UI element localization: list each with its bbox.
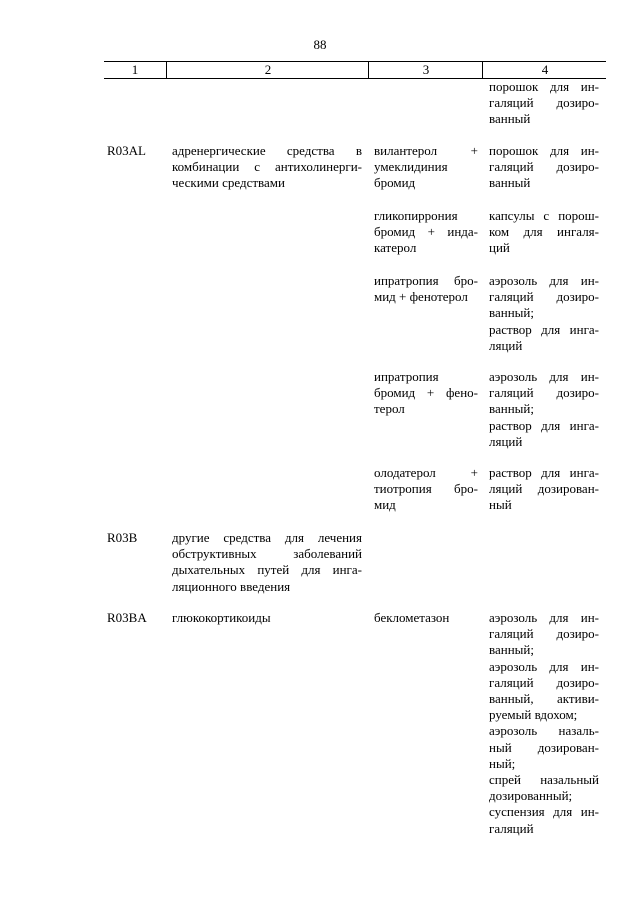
cell-line: ванный;: [489, 401, 534, 417]
form-cell: [489, 143, 599, 192]
cell-line: аэрозоль назаль-: [489, 723, 599, 739]
group-cell: [172, 610, 362, 626]
header-col-2: 2: [166, 62, 369, 78]
cell-line: порошок для ин-: [489, 79, 599, 94]
cell-line: галяций дозиро-: [489, 674, 599, 690]
cell-line: галяций дозиро-: [489, 159, 599, 175]
cell-line: ванный: [489, 175, 531, 191]
cell-line: беклометазон: [374, 610, 450, 625]
cell-line: глюкокортикоиды: [172, 610, 271, 625]
drug-cell: [374, 143, 478, 192]
cell-line: ляций: [489, 433, 523, 449]
cell-line: ляций: [489, 337, 523, 353]
cell-line: руемый вдохом;: [489, 707, 578, 723]
cell-line: ванный, активи-: [489, 691, 599, 707]
cell-line: ипратропия: [374, 369, 439, 384]
cell-line: аэрозоль для ин-: [489, 610, 599, 625]
drug-cell: [374, 369, 478, 418]
cell-line: тиотропия бро-: [374, 481, 478, 497]
cell-line: порошок для ин-: [489, 143, 599, 158]
drug-cell: [374, 465, 478, 514]
cell-line: мид + фенотерол: [374, 289, 468, 305]
drug-cell: [374, 273, 478, 305]
cell-line: галяций дозиро-: [489, 626, 599, 642]
cell-line: капсулы с порош-: [489, 208, 599, 223]
cell-line: адренергические средства в: [172, 143, 362, 158]
cell-line: другие средства для лечения: [172, 530, 362, 545]
cell-line: аэрозоль для ин-: [489, 658, 599, 674]
cell-line: гликопиррония: [374, 208, 458, 223]
cell-line: раствор для инга-: [489, 465, 599, 480]
cell-line: аэрозоль для ин-: [489, 273, 599, 288]
form-cell: [489, 369, 599, 450]
cell-line: ный: [489, 497, 512, 513]
cell-line: спрей назальный: [489, 772, 599, 788]
cell-line: ванный;: [489, 642, 534, 658]
cell-line: дыхательных путей для инга-: [172, 562, 362, 578]
code-cell: R03BA: [107, 610, 147, 625]
cell-line: ванный: [489, 111, 531, 127]
cell-line: раствор для инга-: [489, 417, 599, 433]
cell-line: мид: [374, 497, 396, 513]
cell-line: бромид + фено-: [374, 385, 478, 401]
table-header: [104, 61, 606, 79]
cell-line: ком для ингаля-: [489, 224, 599, 240]
cell-line: ный дозирован-: [489, 739, 599, 755]
cell-line: галяций дозиро-: [489, 289, 599, 305]
cell-line: терол: [374, 401, 405, 417]
cell-line: галяций: [489, 820, 534, 836]
cell-line: ций: [489, 240, 510, 256]
group-cell: [172, 143, 362, 192]
page-number: 88: [313, 37, 327, 52]
cell-line: олодатерол +: [374, 465, 478, 480]
cell-line: галяций дозиро-: [489, 385, 599, 401]
form-cell: [489, 465, 599, 514]
cell-line: ванный;: [489, 305, 534, 321]
cell-line: обструктивных заболеваний: [172, 546, 362, 562]
cell-line: бромид: [374, 175, 416, 191]
cell-line: раствор для инга-: [489, 321, 599, 337]
cell-line: ческими средствами: [172, 175, 285, 191]
cell-line: ляционного введения: [172, 578, 291, 594]
drug-cell: [374, 610, 478, 626]
cell-line: ипратропия бро-: [374, 273, 478, 288]
code-cell: R03B: [107, 530, 138, 545]
cell-line: галяций дозиро-: [489, 95, 599, 111]
cell-line: вилантерол +: [374, 143, 478, 158]
form-cell: [489, 273, 599, 354]
form-cell: [489, 610, 599, 837]
cell-line: комбинации с антихолинерги-: [172, 159, 362, 175]
cell-line: дозированный;: [489, 788, 573, 804]
form-cell: [489, 79, 599, 128]
header-col-1: 1: [131, 62, 139, 77]
cell-line: суспензия для ин-: [489, 804, 599, 820]
cell-line: умеклидиния: [374, 159, 448, 175]
code-cell: R03AL: [107, 143, 146, 158]
cell-line: аэрозоль для ин-: [489, 369, 599, 384]
group-cell: [172, 530, 362, 595]
header-col-3: 3: [368, 62, 483, 78]
form-cell: [489, 208, 599, 257]
cell-line: ляций дозирован-: [489, 481, 599, 497]
header-col-4: 4: [482, 62, 607, 78]
drug-cell: [374, 208, 478, 257]
cell-line: бромид + инда-: [374, 224, 478, 240]
cell-line: катерол: [374, 240, 417, 256]
cell-line: ный;: [489, 755, 516, 771]
